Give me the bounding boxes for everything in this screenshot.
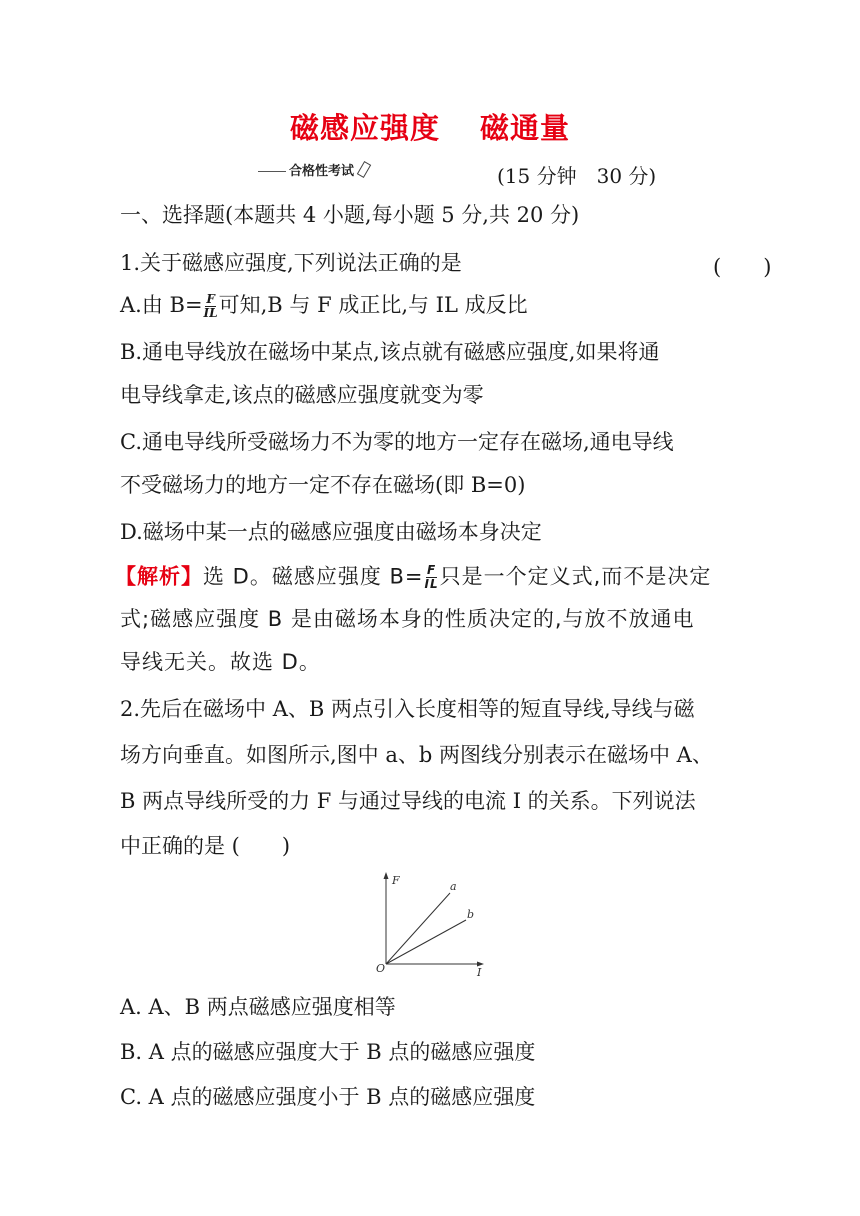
exam-type-label bbox=[258, 160, 368, 179]
q1-analysis-line2: 式;磁感应强度 B 是由磁场本身的性质决定的,与放不放通电 bbox=[120, 607, 695, 631]
q1-analysis-line1 bbox=[115, 564, 711, 591]
page-title bbox=[0, 106, 860, 147]
analysis-tag: 【解析】 bbox=[115, 564, 203, 589]
frac-numerator: F bbox=[426, 563, 437, 577]
line-b bbox=[386, 920, 466, 964]
q1-option-c-line1: C.通电导线所受磁场力不为零的地方一定存在磁场,通电导线 bbox=[120, 430, 674, 454]
line-b-label: b bbox=[467, 908, 475, 921]
exam-type-text: 合格性考试 bbox=[289, 164, 355, 179]
q2-stem-line1: 2.先后在磁场中 A、B 两点引入长度相等的短直导线,导线与磁 bbox=[120, 697, 695, 721]
frac-numerator: F bbox=[206, 292, 215, 306]
fraction-f-over-il bbox=[425, 564, 439, 591]
q2-option-b: B. A 点的磁感应强度大于 B 点的磁感应强度 bbox=[120, 1040, 536, 1064]
q1-option-c-line2: 不受磁场力的地方一定不存在磁场(即 B=0) bbox=[120, 473, 526, 497]
q2-option-c: C. A 点的磁感应强度小于 B 点的磁感应强度 bbox=[120, 1085, 536, 1109]
q1-answer-paren: ( ) bbox=[713, 255, 772, 279]
title-part2: 磁通量 bbox=[480, 111, 571, 145]
pencil-icon bbox=[357, 161, 371, 178]
title-part1: 磁感应强度 bbox=[289, 111, 440, 145]
q1-option-b-line2: 电导线拿走,该点的磁感应强度就变为零 bbox=[120, 383, 484, 407]
q2-stem-line3: B 两点导线所受的力 F 与通过导线的电流 I 的关系。下列说法 bbox=[120, 789, 696, 813]
analysis-text-2: 只是一个定义式,而不是决定 bbox=[439, 564, 712, 589]
q1-a-prefix: A.由 B= bbox=[120, 293, 203, 317]
q2-stem-line4: 中正确的是 ( ) bbox=[120, 834, 291, 858]
x-axis-label: I bbox=[477, 966, 482, 978]
y-axis-arrow bbox=[384, 872, 389, 879]
time-score: (15 分钟 30 分) bbox=[497, 164, 657, 188]
q1-option-a bbox=[120, 293, 528, 320]
q1-analysis-line3: 导线无关。故选 D。 bbox=[120, 650, 321, 674]
q1-option-d: D.磁场中某一点的磁感应强度由磁场本身决定 bbox=[120, 520, 542, 544]
line-a bbox=[386, 893, 450, 964]
section-heading: 一、选择题(本题共 4 小题,每小题 5 分,共 20 分) bbox=[120, 203, 580, 227]
frac-denominator: IL bbox=[424, 577, 439, 591]
frac-denominator: IL bbox=[203, 306, 218, 320]
q2-option-a: A. A、B 两点磁感应强度相等 bbox=[120, 995, 396, 1019]
origin-label: O bbox=[376, 962, 386, 975]
q1-a-suffix: 可知,B 与 F 成正比,与 IL 成反比 bbox=[218, 293, 528, 317]
y-axis-label: F bbox=[392, 874, 400, 887]
line-a-label: a bbox=[450, 880, 457, 893]
q1-stem: 1.关于磁感应强度,下列说法正确的是 bbox=[120, 251, 462, 275]
q2-stem-line2: 场方向垂直。如图所示,图中 a、b 两图线分别表示在磁场中 A、 bbox=[120, 743, 713, 767]
fraction-f-over-il bbox=[204, 293, 218, 320]
f-i-graph bbox=[372, 868, 492, 978]
analysis-text-1: 选 D。磁感应强度 B= bbox=[203, 564, 424, 589]
q1-option-b-line1: B.通电导线放在磁场中某点,该点就有磁感应强度,如果将通 bbox=[120, 340, 660, 364]
